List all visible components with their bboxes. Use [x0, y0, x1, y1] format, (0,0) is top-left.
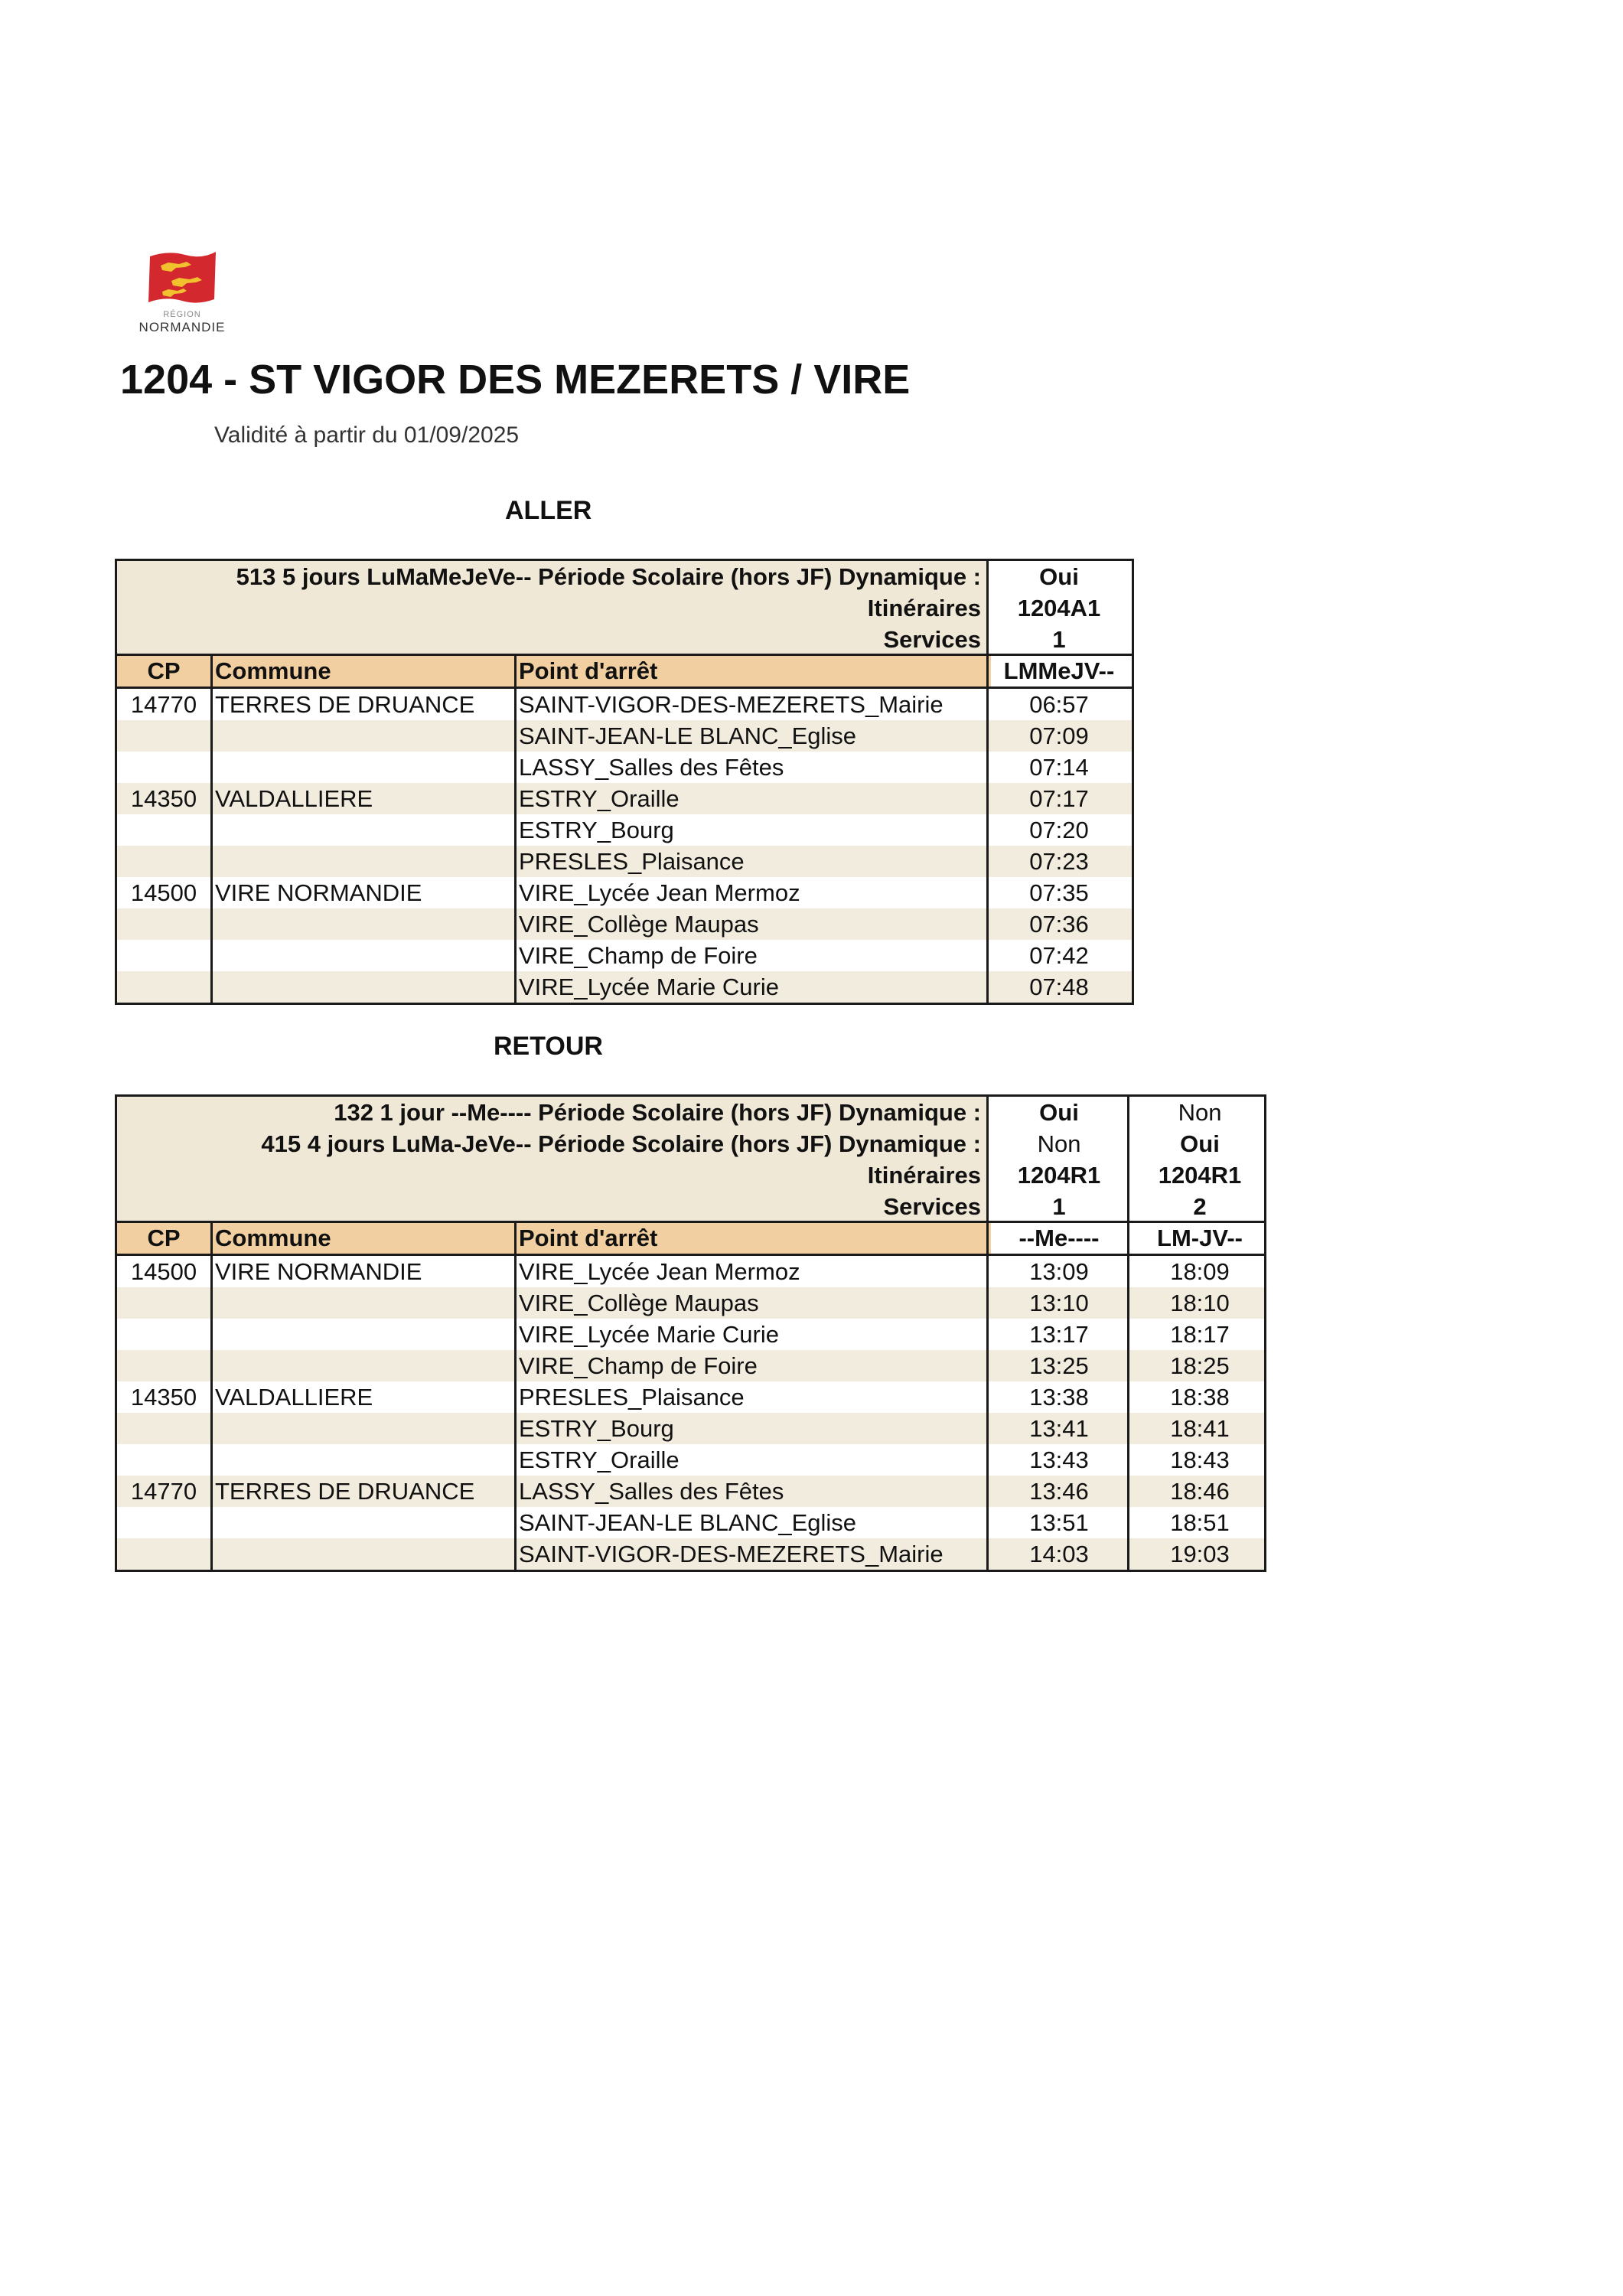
retour-column-divider — [986, 1097, 989, 1570]
time-cell: 19:03 — [1170, 1541, 1230, 1567]
commune-cell: VALDALLIERE — [215, 1384, 373, 1411]
page-title: 1204 - ST VIGOR DES MEZERETS / VIRE — [120, 357, 911, 403]
retour-header-value: 1204R1 — [1017, 1162, 1101, 1189]
aller-header-label: 513 5 jours LuMaMeJeVe-- Période Scolaire (hors JF) Dynamique : — [236, 563, 981, 590]
aller-row — [117, 846, 1132, 877]
time-cell: 18:25 — [1170, 1352, 1230, 1379]
cp-cell — [117, 814, 210, 846]
time-cell: 13:51 — [1029, 1509, 1089, 1536]
retour-col-stop: Point d'arrêt — [517, 1222, 991, 1254]
cp-cell — [117, 720, 210, 752]
cp-cell — [117, 1507, 210, 1538]
aller-column-divider — [986, 561, 989, 1003]
aller-header-label: Services — [883, 626, 981, 653]
commune-cell — [215, 1319, 514, 1350]
retour-header-label: 415 4 jours LuMa-JeVe-- Période Scolaire (hors JF) Dynamique : — [261, 1130, 981, 1157]
time-cell: 07:09 — [1029, 722, 1089, 749]
time-cell: 07:36 — [1029, 911, 1089, 938]
time-cell: 18:09 — [1170, 1258, 1230, 1285]
validity-date: Validité à partir du 01/09/2025 — [214, 422, 520, 448]
aller-column-divider — [514, 655, 517, 1003]
commune-cell — [215, 1507, 514, 1538]
retour-column-divider — [1127, 1097, 1129, 1570]
retour-header-value: 1204R1 — [1158, 1162, 1242, 1189]
cp-cell: 14770 — [130, 1478, 197, 1505]
retour-heading: RETOUR — [494, 1032, 603, 1061]
stop-cell: VIRE_Lycée Jean Mermoz — [519, 879, 800, 906]
retour-divider — [117, 1221, 1264, 1223]
cp-cell: 14500 — [130, 879, 197, 906]
retour-header-value: Oui — [1180, 1130, 1220, 1157]
time-cell: 13:09 — [1029, 1258, 1089, 1285]
time-cell: 13:41 — [1029, 1415, 1089, 1442]
stop-cell: PRESLES_Plaisance — [519, 1384, 745, 1411]
aller-row — [117, 940, 1132, 971]
time-cell: 13:17 — [1029, 1321, 1089, 1348]
commune-cell: TERRES DE DRUANCE — [215, 691, 475, 718]
commune-cell — [215, 752, 514, 783]
aller-row — [117, 720, 1132, 752]
retour-header-label: Services — [883, 1193, 981, 1220]
retour-col-cp: CP — [117, 1222, 210, 1254]
commune-cell: VALDALLIERE — [215, 785, 373, 812]
retour-col-commune: Commune — [213, 1222, 517, 1254]
retour-row — [117, 1350, 1264, 1381]
commune-cell — [215, 940, 514, 971]
stop-cell: SAINT-JEAN-LE BLANC_Eglise — [519, 722, 857, 749]
retour-header-value: 2 — [1193, 1193, 1207, 1220]
retour-row — [117, 1381, 1264, 1413]
time-cell: 13:25 — [1029, 1352, 1089, 1379]
commune-cell — [215, 846, 514, 877]
cp-cell: 14350 — [130, 1384, 197, 1411]
stop-cell: SAINT-JEAN-LE BLANC_Eglise — [519, 1509, 857, 1536]
commune-cell — [215, 720, 514, 752]
retour-row — [117, 1538, 1264, 1570]
aller-divider — [117, 687, 1132, 689]
aller-row — [117, 689, 1132, 720]
time-cell: 13:38 — [1029, 1384, 1089, 1411]
aller-row — [117, 908, 1132, 940]
commune-cell: VIRE NORMANDIE — [215, 879, 422, 906]
time-cell: 07:23 — [1029, 848, 1089, 875]
stop-cell: SAINT-VIGOR-DES-MEZERETS_Mairie — [519, 1541, 943, 1567]
retour-header-value: Non — [1037, 1130, 1081, 1157]
time-cell: 07:48 — [1029, 974, 1089, 1000]
retour-row — [117, 1507, 1264, 1538]
stop-cell: VIRE_Lycée Marie Curie — [519, 974, 779, 1000]
retour-column-divider — [210, 1222, 213, 1570]
aller-col-stop: Point d'arrêt — [517, 655, 991, 687]
cp-cell — [117, 1350, 210, 1381]
aller-header-label: Itinéraires — [867, 595, 981, 621]
time-cell: 07:35 — [1029, 879, 1089, 906]
aller-heading: ALLER — [505, 496, 592, 525]
aller-header-value: 1 — [1052, 626, 1066, 653]
retour-row — [117, 1319, 1264, 1350]
aller-header-value: 1204A1 — [1017, 595, 1101, 621]
stop-cell: VIRE_Collège Maupas — [519, 1290, 759, 1316]
cp-cell — [117, 1444, 210, 1476]
stop-cell: ESTRY_Oraille — [519, 1446, 680, 1473]
stop-cell: VIRE_Champ de Foire — [519, 942, 758, 969]
logo-region-label: RÉGION — [163, 310, 201, 319]
commune-cell — [215, 1413, 514, 1444]
cp-cell: 14350 — [130, 785, 197, 812]
retour-row — [117, 1444, 1264, 1476]
stop-cell: ESTRY_Bourg — [519, 817, 674, 843]
stop-cell: VIRE_Lycée Marie Curie — [519, 1321, 779, 1348]
stop-cell: VIRE_Collège Maupas — [519, 911, 759, 938]
cp-cell — [117, 846, 210, 877]
cp-cell — [117, 908, 210, 940]
aller-divider — [117, 654, 1132, 656]
cp-cell: 14500 — [130, 1258, 197, 1285]
aller-col-cp: CP — [117, 655, 210, 687]
time-cell: 07:14 — [1029, 754, 1089, 781]
retour-timetable — [115, 1094, 1266, 1572]
time-cell: 13:46 — [1029, 1478, 1089, 1505]
retour-row — [117, 1287, 1264, 1319]
region-normandie-logo — [129, 249, 236, 337]
retour-header-value: Oui — [1039, 1099, 1079, 1126]
time-cell: 06:57 — [1029, 691, 1089, 718]
aller-col-days: LMMeJV-- — [1003, 657, 1115, 684]
stop-cell: ESTRY_Oraille — [519, 785, 680, 812]
time-cell: 13:43 — [1029, 1446, 1089, 1473]
retour-row — [117, 1476, 1264, 1507]
commune-cell — [215, 1287, 514, 1319]
stop-cell: LASSY_Salles des Fêtes — [519, 1478, 784, 1505]
retour-col-days: LM-JV-- — [1157, 1225, 1243, 1251]
time-cell: 07:42 — [1029, 942, 1089, 969]
time-cell: 18:38 — [1170, 1384, 1230, 1411]
aller-row — [117, 783, 1132, 814]
aller-column-divider — [210, 655, 213, 1003]
retour-header-value: 1 — [1052, 1193, 1066, 1220]
stop-cell: LASSY_Salles des Fêtes — [519, 754, 784, 781]
stop-cell: SAINT-VIGOR-DES-MEZERETS_Mairie — [519, 691, 943, 718]
cp-cell — [117, 1319, 210, 1350]
time-cell: 18:41 — [1170, 1415, 1230, 1442]
commune-cell — [215, 971, 514, 1003]
time-cell: 13:10 — [1029, 1290, 1089, 1316]
cp-cell — [117, 971, 210, 1003]
retour-header-label: Itinéraires — [867, 1162, 981, 1189]
retour-row — [117, 1413, 1264, 1444]
stop-cell: PRESLES_Plaisance — [519, 848, 745, 875]
logo-region-name: NORMANDIE — [139, 320, 226, 334]
retour-header-value: Non — [1178, 1099, 1222, 1126]
stop-cell: ESTRY_Bourg — [519, 1415, 674, 1442]
commune-cell — [215, 1538, 514, 1570]
retour-divider — [117, 1254, 1264, 1256]
cp-cell — [117, 940, 210, 971]
aller-row — [117, 971, 1132, 1003]
aller-col-commune: Commune — [213, 655, 517, 687]
time-cell: 18:17 — [1170, 1321, 1230, 1348]
time-cell: 07:17 — [1029, 785, 1089, 812]
time-cell: 07:20 — [1029, 817, 1089, 843]
commune-cell — [215, 814, 514, 846]
aller-row — [117, 877, 1132, 908]
cp-cell — [117, 1287, 210, 1319]
time-cell: 18:46 — [1170, 1478, 1230, 1505]
retour-col-days: --Me---- — [1018, 1225, 1100, 1251]
cp-cell — [117, 1413, 210, 1444]
aller-row — [117, 814, 1132, 846]
aller-row — [117, 752, 1132, 783]
cp-cell — [117, 1538, 210, 1570]
stop-cell: VIRE_Champ de Foire — [519, 1352, 758, 1379]
aller-timetable — [115, 559, 1134, 1005]
cp-cell — [117, 752, 210, 783]
aller-header-value: Oui — [1039, 563, 1079, 590]
time-cell: 18:43 — [1170, 1446, 1230, 1473]
time-cell: 18:51 — [1170, 1509, 1230, 1536]
retour-row — [117, 1256, 1264, 1287]
retour-header-label: 132 1 jour --Me---- Période Scolaire (hors JF) Dynamique : — [334, 1099, 981, 1126]
time-cell: 14:03 — [1029, 1541, 1089, 1567]
stop-cell: VIRE_Lycée Jean Mermoz — [519, 1258, 800, 1285]
cp-cell: 14770 — [130, 691, 197, 718]
commune-cell — [215, 1444, 514, 1476]
time-cell: 18:10 — [1170, 1290, 1230, 1316]
commune-cell: TERRES DE DRUANCE — [215, 1478, 475, 1505]
normandie-flag-icon — [145, 249, 219, 307]
retour-column-divider — [514, 1222, 517, 1570]
commune-cell: VIRE NORMANDIE — [215, 1258, 422, 1285]
commune-cell — [215, 908, 514, 940]
commune-cell — [215, 1350, 514, 1381]
